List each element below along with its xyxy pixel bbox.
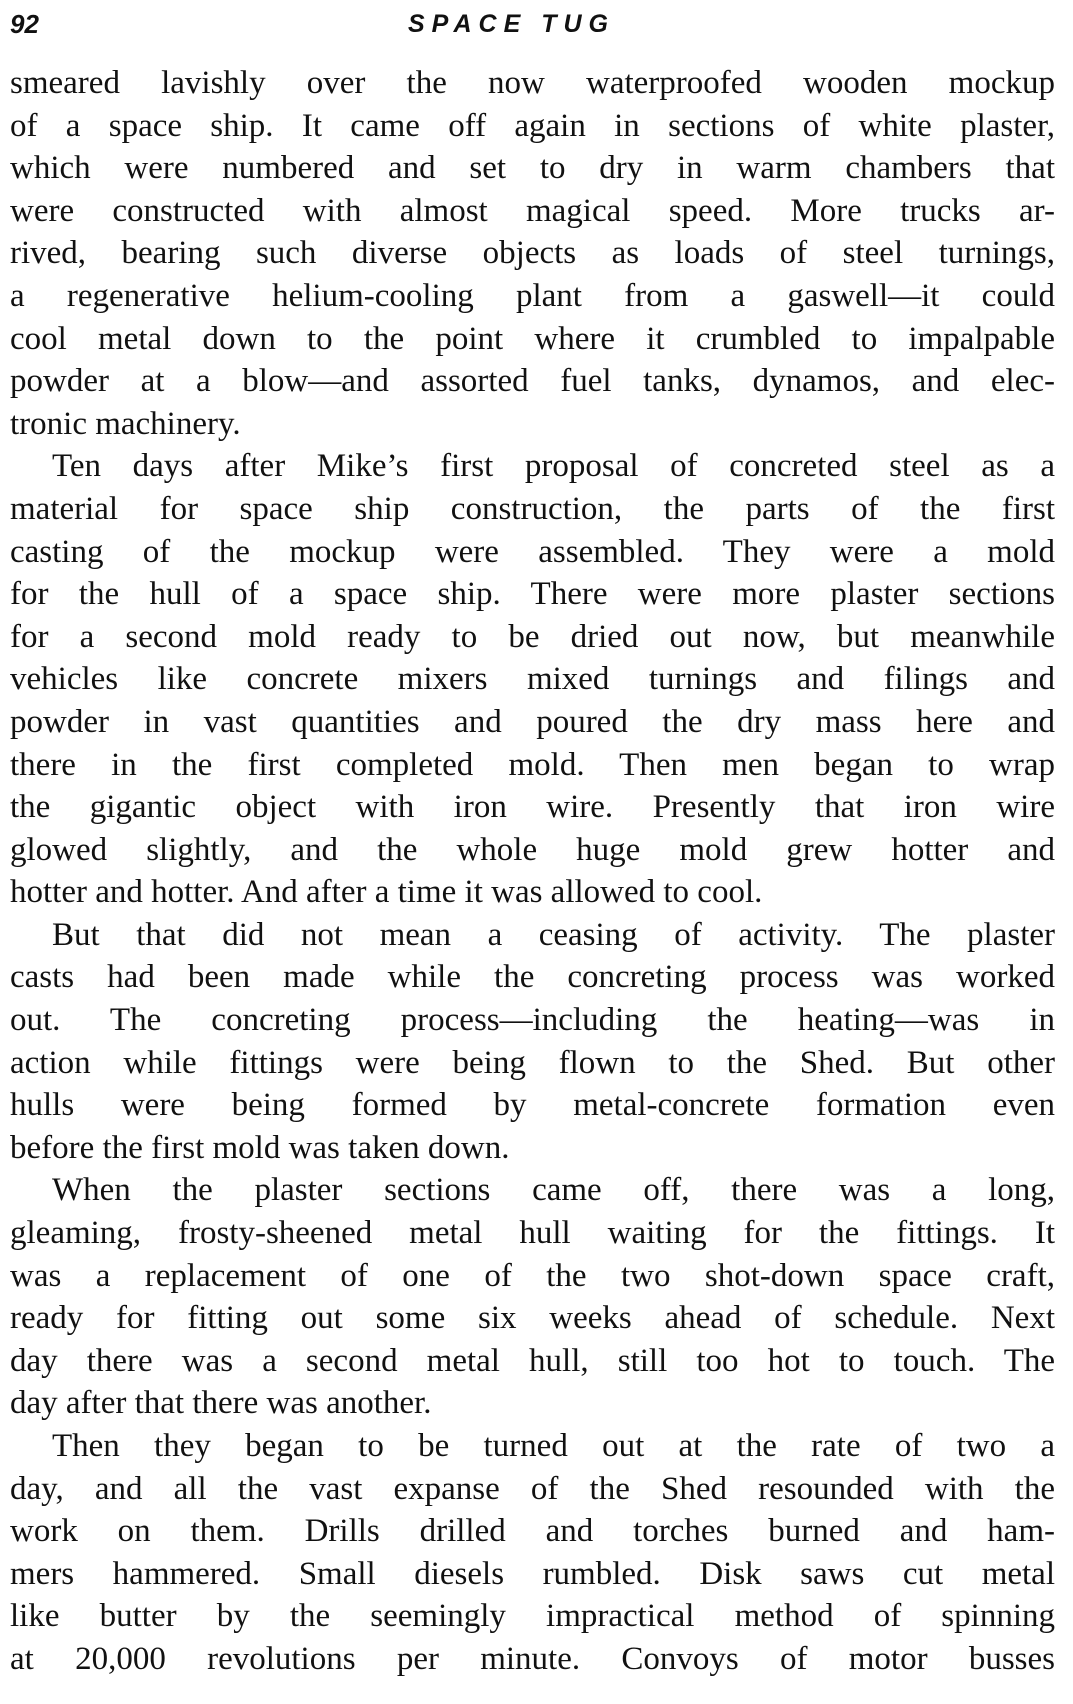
text-line: for the hull of a space ship. There were more plaster sections xyxy=(10,576,1055,613)
text-line: ready for fitting out some six weeks ahead of schedule. Next xyxy=(10,1300,1055,1337)
text-line: was a replacement of one of the two shot-down space craft, xyxy=(10,1257,1055,1294)
text-line: tronic machinery. xyxy=(10,405,241,442)
text-line: rived, bearing such diverse objects as loads of steel turnings, xyxy=(10,235,1055,272)
text-line: were constructed with almost magical speed. More trucks ar- xyxy=(10,192,1055,229)
text-line: hotter and hotter. And after a time it was allowed to cool. xyxy=(10,874,763,911)
text-line: hulls were being formed by metal-concrete formation even xyxy=(10,1087,1055,1124)
text-line: a regenerative helium-cooling plant from a gaswell—it could xyxy=(10,277,1055,314)
text-line: out. The concreting process—including the heating—was in xyxy=(10,1002,1055,1039)
text-line: day after that there was another. xyxy=(10,1385,432,1422)
text-line: casting of the mockup were assembled. They were a mold xyxy=(10,533,1055,570)
text-line: vehicles like concrete mixers mixed turnings and filings and xyxy=(10,661,1055,698)
text-line: of a space ship. It came off again in sections of white plaster, xyxy=(10,107,1055,144)
text-line: glowed slightly, and the whole huge mold grew hotter and xyxy=(10,831,1055,868)
text-line: for a second mold ready to be dried out now, but meanwhile xyxy=(10,618,1055,655)
text-line: powder in vast quantities and poured the dry mass here and xyxy=(10,703,1055,740)
running-head xyxy=(10,4,1040,44)
text-line: before the first mold was taken down. xyxy=(10,1129,510,1166)
text-line: like butter by the seemingly impractical method of spinning xyxy=(10,1598,1055,1635)
text-line: gleaming, frosty-sheened metal hull waiting for the fittings. It xyxy=(10,1215,1055,1252)
text-line: day, and all the vast expanse of the Shed resounded with the xyxy=(10,1470,1055,1507)
text-line: When the plaster sections came off, there was a long, xyxy=(52,1172,1055,1209)
text-line: cool metal down to the point where it crumbled to impalpable xyxy=(10,320,1055,357)
text-line: mers hammered. Small diesels rumbled. Disk saws cut metal xyxy=(10,1555,1055,1592)
text-line: casts had been made while the concreting process was worked xyxy=(10,959,1055,996)
body-text xyxy=(10,62,1055,1681)
text-line: smeared lavishly over the now waterproofed wooden mockup xyxy=(10,65,1055,101)
text-line: But that did not mean a ceasing of activity. The plaster xyxy=(52,916,1055,953)
text-line: powder at a blow—and assorted fuel tanks, dynamos, and elec- xyxy=(10,363,1055,400)
text-line: Then they began to be turned out at the rate of two a xyxy=(52,1428,1055,1464)
text-line: there in the first completed mold. Then men began to wrap xyxy=(10,746,1055,783)
page-number: 92 xyxy=(10,9,39,39)
text-line: action while fittings were being flown to the Shed. But other xyxy=(10,1044,1055,1081)
text-line: the gigantic object with iron wire. Presently that iron wire xyxy=(10,789,1055,826)
book-title: SPACE TUG xyxy=(408,10,615,38)
text-line: work on them. Drills drilled and torches burned and ham- xyxy=(10,1513,1055,1550)
text-line: day there was a second metal hull, still too hot to touch. The xyxy=(10,1342,1055,1379)
text-line: which were numbered and set to dry in warm chambers that xyxy=(10,150,1055,187)
text-line: at 20,000 revolutions per minute. Convoys of motor busses xyxy=(10,1640,1055,1677)
text-line: material for space ship construction, the parts of the first xyxy=(10,490,1055,527)
text-line: Ten days after Mike’s first proposal of concreted steel as a xyxy=(52,448,1055,485)
